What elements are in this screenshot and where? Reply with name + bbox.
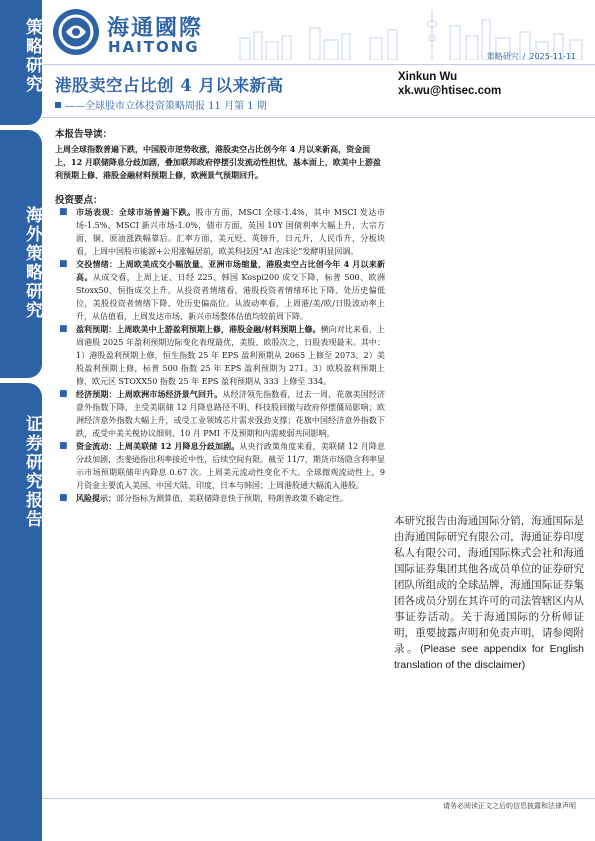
sidebar-label-securities-report: 证券研究报告 [22, 415, 42, 529]
author-email[interactable]: xk.wu@htisec.com [398, 85, 502, 97]
haitong-logo [53, 9, 213, 57]
key-point-text: 股市方面，MSCI 全球-1.4%，其中 MSCI 发达市场-1.5%、MSCI 新兴市场-1.0%，债市方面，英国 10Y 国债利率大幅上升，大宗方面，铜、原油涨跌幅靠后。汇率方面，美元贬、英镑升，日元升，人民币升，分板块看，上周中国股市能源+公用涨幅居前，欧美科技因“AI 泡沫论”发酵明显回调。 [76, 208, 385, 256]
key-point-item [59, 258, 385, 323]
report-title: 港股卖空占比创 4 月以来新高 [55, 76, 284, 95]
logo-emblem-icon [53, 9, 99, 55]
report-date: 2025-11-11 [529, 52, 576, 61]
guide-text: 上周全球指数普遍下跌，中国股市逆势收涨，港股卖空占比创今年 4 月以来新高，资金面上，12 月联储降息分歧加剧，叠加联邦政府停摆引发流动性担忧，基本面上，欧美中上游盈利预期上修、港股金融材料预期上修，欧洲景气预期回升。 [55, 144, 381, 180]
report-subtitle-text: ——全球股市立体投资策略周报 11 月第 1 期 [65, 101, 267, 112]
key-point-item [59, 388, 385, 440]
key-point-text: 横向对比来看，上周港股 2025 年盈利预期边际变化表现最优，美股、欧股次之，日股表现最末。其中：1）港股盈利预期上修，恒生指数 25 年 EPS 盈利预期从 2065 上修至 2073。2）美股盈利预期上修，标普 500 指数 25 年 EPS 盈利预期为 271。3）欧股盈利预期上修，欧元区 STOXX50 指数 25 年 EPS 盈利预期从 333 上修至 334。 [76, 325, 386, 386]
header-divider [42, 64, 595, 65]
key-point-item [59, 206, 385, 258]
sidebar-tab-overseas-strategy [0, 130, 42, 378]
disclaimer-text-en: (Please see appendix for English translation of the disclaimer) [394, 643, 585, 671]
header-meta: 策略研究 / 2025-11-11 [486, 52, 576, 61]
key-point-lead: 交投情绪：上周欧美成交小幅放量、亚洲市场缩量，港股卖空占比创今年 4 月以来新高。 [76, 259, 385, 282]
footer-divider [42, 798, 595, 799]
disclaimer-text-cn: 本研究报告由海通国际分销，海通国际是由海通国际研究有限公司，海通证券印度私人有限公司，海通国际株式会社和海通国际证券集团其他各成员单位的证券研究团队所组成的全球品牌，海通国际证券集团各成员分别在其许可的司法管辖区内从事证券活动。关于海通国际的分析师证明，重要披露声明和免责声明，请参阅附录。 [394, 515, 584, 655]
key-point-lead: 市场表现：全球市场普遍下跌。 [76, 207, 196, 217]
key-point-item [59, 440, 385, 492]
key-point-lead: 盈利预期：上周欧美中上游盈利预期上修，港股金融/材料预期上修。 [76, 324, 321, 334]
report-category: 策略研究 [486, 52, 519, 61]
key-point-text: 从成交看，上周上证、日经 225、韩国 Kospi200 成交下降，标普 500、欧洲 Stoxx50、恒指成交上升。从投资者情绪看，港股投资者情绪环比下降、处历史偏低位，美股投资者情绪下降、处历史偏高位。从波动率看，上周港/美/欧/日股波动率上升，从估值看，上周发达市场、新兴市场整体估值均较前周下降。 [76, 273, 386, 321]
key-point-text: 从央行政策角度来看，美联储 12 月降息分歧加剧，杰斐逊指出利率接近中性，后续空间有限。截至 11/7，期货市场隐含利率显示市场预期联储年内降息 0.67 次。上周美元流动性变化不大。全球微观流动性上，9 月资金主要流入美国、中国大陆、印度、日本与韩国；上周港股通大幅流入港股。 [76, 442, 385, 490]
key-point-item [59, 323, 385, 388]
key-points-list [59, 206, 385, 505]
logo-text-en: HAITONG [108, 38, 200, 56]
logo-text-cn: 海通國際 [107, 16, 204, 41]
title-divider [42, 117, 595, 118]
sidebar-tab-securities-report [0, 383, 42, 841]
author-name: Xinkun Wu [398, 71, 458, 83]
key-point-lead: 经济预期：上周欧洲市场经济景气回升。 [76, 389, 223, 399]
key-point-lead: 资金流动：上周美联储 12 月降息分歧加剧。 [76, 441, 240, 451]
key-points-heading: 投资要点： [55, 195, 103, 206]
square-bullet-icon [55, 102, 61, 108]
sidebar-label-overseas-strategy: 海外策略研究 [22, 206, 42, 320]
key-point-text: 从经济领先指数看，过去一周，花旗美国经济意外指数下降，主受美联储 12 月降息路径不明、科技股回撤与政府停摆僵局影响；欧洲经济意外指数大幅上升，或受工业领域芯片需求强劲支撑；花旗中国经济意外指数下跌，或受中美关税协议细则、10 月 PMI 不及预期和内需疲弱共同影响。 [76, 390, 386, 438]
sidebar-label-strategy: 策略研究 [22, 18, 42, 94]
footer-notice: 请务必阅读正文之后的信息披露和法律声明 [443, 802, 576, 810]
disclaimer-block [394, 513, 584, 673]
report-subtitle [55, 97, 267, 112]
sidebar-tab-strategy [0, 0, 42, 125]
guide-heading: 本报告导读： [55, 129, 113, 140]
key-point-text: 部分指标为测算值，美联储降息快于预期，特朗普政策不确定性。 [116, 494, 348, 503]
key-point-lead: 风险提示： [76, 493, 116, 503]
key-point-item [59, 492, 385, 505]
